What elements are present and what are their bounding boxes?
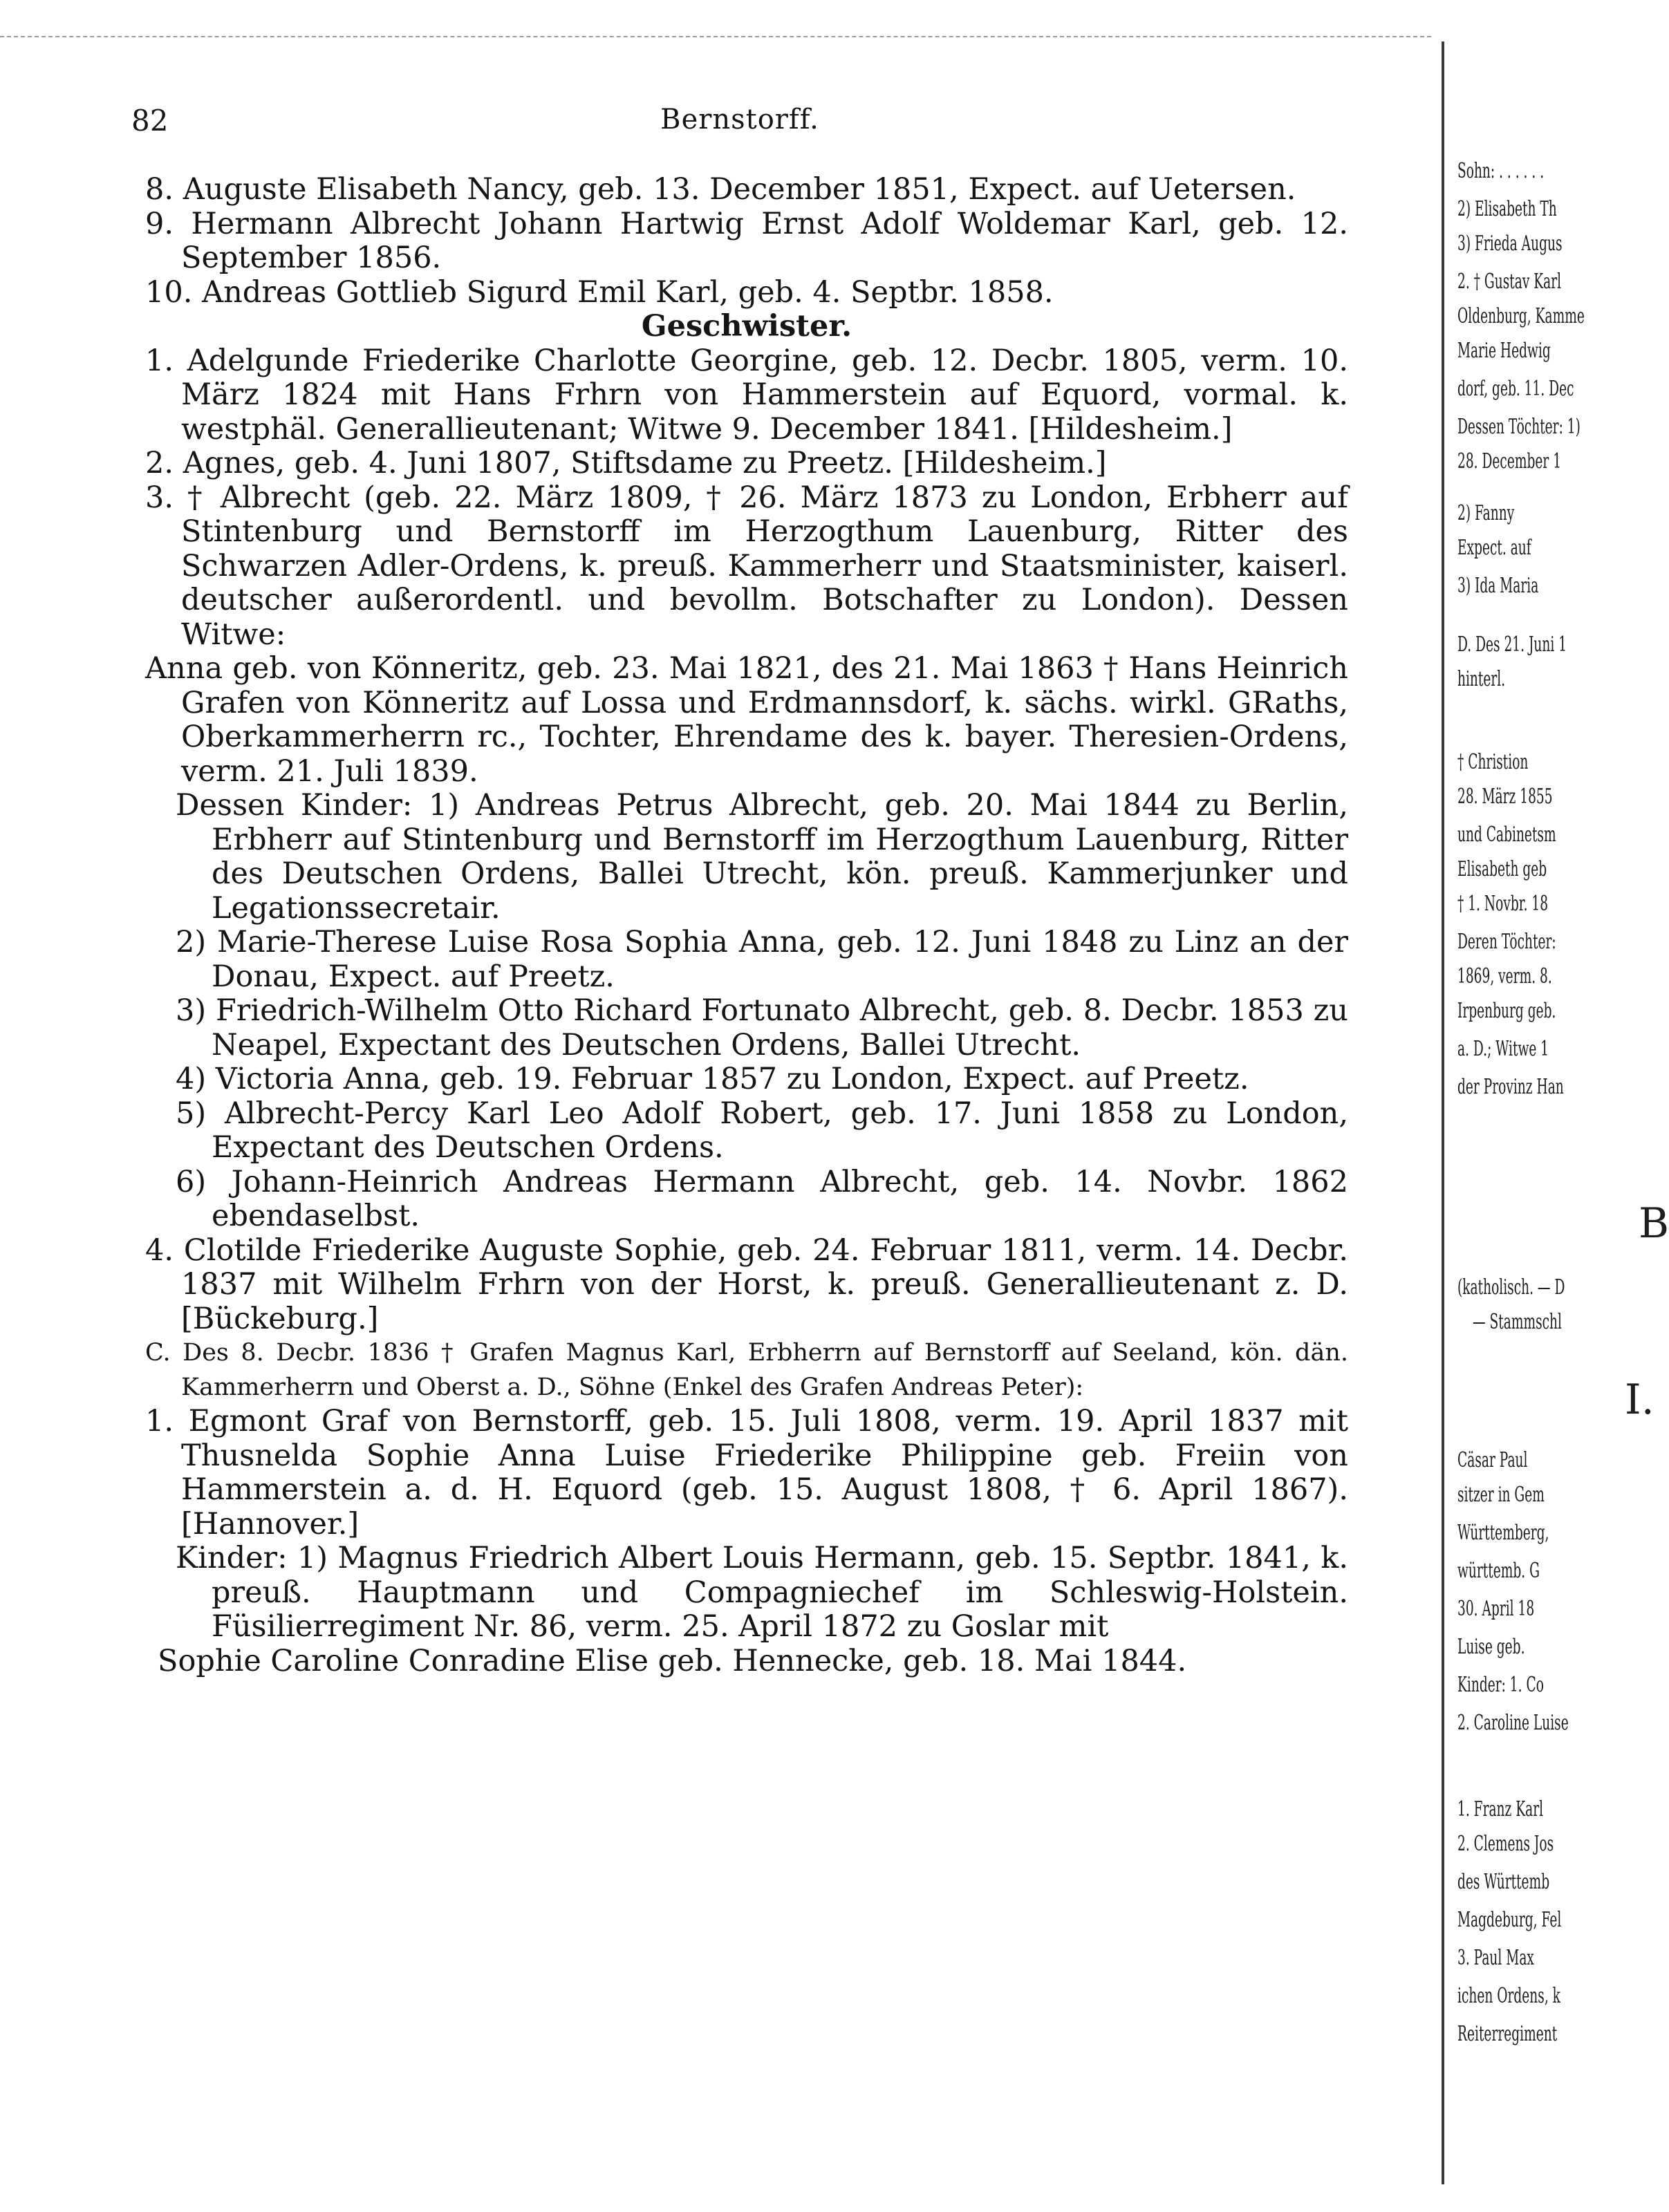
- gutter-rule: [1442, 41, 1444, 2184]
- neighbor-line: 2) Fanny: [1457, 501, 1515, 525]
- neighbor-line: (katholisch. — D: [1457, 1275, 1565, 1300]
- entry-10: 10. Andreas Gottlieb Sigurd Emil Karl, geb. 4. Septbr. 1858.: [145, 274, 1054, 310]
- neighbor-line: Elisabeth geb: [1457, 857, 1547, 881]
- neighbor-line: 3) Ida Maria: [1457, 574, 1539, 598]
- kinder-5: 5) Albrecht-Percy Karl Leo Adolf Robert, geb. 17. Juni 1858 zu London, Expectant des Deutschen Ordens.: [176, 1096, 1348, 1165]
- neighbor-line: hinterl.: [1457, 667, 1506, 691]
- geschwister-2: 2. Agnes, geb. 4. Juni 1807, Stiftsdame zu Preetz. [Hildesheim.]: [145, 446, 1107, 480]
- kinder-1: Dessen Kinder: 1) Andreas Petrus Albrecht, geb. 20. Mai 1844 zu Berlin, Erbherr auf Stintenburg und Bernstorff im Herzogthum Lauenburg, Ritter des Deutschen Ordens, Ballei Utrecht, kön. preuß. Kammerjunker und Legationssecretair.: [176, 788, 1348, 926]
- geschwister-4: 4. Clotilde Friederike Auguste Sophie, geb. 24. Februar 1811, verm. 14. Decbr. 1837 mit Wilhelm Frhrn von der Horst, k. preuß. Generallieutenant z. D. [Bückeburg.]: [145, 1232, 1348, 1336]
- neighbor-line: Dessen Töchter: 1): [1457, 415, 1581, 439]
- neighbor-line: ichen Ordens, k: [1457, 1984, 1560, 2008]
- geschwister-heading: Geschwister.: [641, 309, 852, 344]
- neighbor-line: † 1. Novbr. 18: [1457, 892, 1549, 916]
- neighbor-line: 2. Clemens Jos: [1457, 1832, 1554, 1856]
- neighbor-line: Magdeburg, Fel: [1457, 1908, 1562, 1932]
- entry-9: 9. Hermann Albrecht Johann Hartwig Ernst Adolf Woldemar Karl, geb. 12. September 1856.: [145, 206, 1348, 275]
- neighbor-line: und Cabinetsm: [1457, 823, 1556, 847]
- geschwister-1: 1. Adelgunde Friederike Charlotte Georgine, geb. 12. Decbr. 1805, verm. 10. März 1824 mit Hans Frhrn von Hammerstein auf Equord, vormal. k. westphäl. Generallieutenant; Witwe 9. December 1841. [Hildesheim.]: [145, 343, 1348, 447]
- neighbor-line: dorf, geb. 11. Dec: [1457, 377, 1574, 401]
- neighbor-line: 2) Elisabeth Th: [1457, 197, 1557, 221]
- neighbor-line: B: [1639, 1199, 1669, 1248]
- genealogy-text: [145, 173, 1348, 1678]
- neighbor-line: Irpenburg geb.: [1457, 999, 1556, 1023]
- neighbor-line: — Stammschl: [1473, 1310, 1562, 1334]
- kinder-2: 2) Marie-Therese Luise Rosa Sophia Anna, geb. 12. Juni 1848 zu Linz an der Donau, Expect. auf Preetz.: [176, 925, 1348, 994]
- neighbor-line: Expect. auf: [1457, 536, 1531, 560]
- neighbor-line: Luise geb.: [1457, 1635, 1525, 1659]
- egmont-kinder: Kinder: 1) Magnus Friedrich Albert Louis Hermann, geb. 15. Septbr. 1841, k. preuß. Hauptmann und Compagniechef im Schleswig-Holstein. Füsilierregiment Nr. 86, verm. 25. April 1872 zu Goslar mit: [176, 1541, 1348, 1644]
- neighbor-line: des Württemb: [1457, 1870, 1550, 1894]
- neighbor-line: 3) Frieda Augus: [1457, 232, 1563, 256]
- neighbor-line: Cäsar Paul: [1457, 1448, 1528, 1472]
- neighbor-line: a. D.; Witwe 1: [1457, 1037, 1549, 1061]
- kinder-3: 3) Friedrich-Wilhelm Otto Richard Fortunato Albrecht, geb. 8. Decbr. 1853 zu Neapel, Expectant des Deutschen Ordens, Ballei Utrecht.: [176, 993, 1348, 1062]
- page-number: 82: [131, 104, 169, 138]
- neighbor-line: Marie Hedwig: [1457, 339, 1551, 363]
- neighbor-line: 1869, verm. 8.: [1457, 964, 1552, 988]
- egmont-entry: 1. Egmont Graf von Bernstorff, geb. 15. Juli 1808, verm. 19. April 1837 mit Thusnelda Sophie Anna Luise Friederike Philippine geb. Freiin von Hammerstein a. d. H. Equord (geb. 15. August 1808, † 6. April 1867). [Hannover.]: [145, 1404, 1348, 1541]
- witwe-entry: Anna geb. von Könneritz, geb. 23. Mai 1821, des 21. Mai 1863 † Hans Heinrich Grafen von Könneritz auf Lossa und Erdmannsdorf, k. sächs. wirkl. GRaths, Oberkammerherrn rc., Tochter, Ehrendame des k. bayer. Theresien-Ordens, verm. 21. Juli 1839.: [145, 651, 1348, 789]
- neighbor-line: 2. † Gustav Karl: [1457, 270, 1562, 294]
- neighbor-line: Sohn: . . . . . .: [1457, 159, 1545, 183]
- neighbor-line: Oldenburg, Kamme: [1457, 304, 1585, 328]
- neighbor-line: 28. December 1: [1457, 449, 1562, 474]
- neighbor-line: 2. Caroline Luise: [1457, 1711, 1569, 1735]
- neighbor-line: I.: [1625, 1376, 1654, 1424]
- neighbor-line: 1. Franz Karl: [1457, 1797, 1544, 1821]
- sophie-entry: Sophie Caroline Conradine Elise geb. Hennecke, geb. 18. Mai 1844.: [158, 1643, 1187, 1678]
- neighbor-page-fragment: [1452, 0, 1669, 2212]
- neighbor-line: Deren Töchter:: [1457, 930, 1556, 954]
- geschwister-3: 3. † Albrecht (geb. 22. März 1809, † 26. März 1873 zu London, Erbherr auf Stintenburg und Bernstorff im Herzogthum Lauenburg, Ritter des Schwarzen Adler-Ordens, k. preuß. Kammerherr und Staatsminister, kaiserl. deutscher außerordentl. und bevollm. Botschafter zu London). Dessen Witwe:: [145, 480, 1348, 652]
- running-title: Bernstorff.: [660, 104, 819, 135]
- kinder-4: 4) Victoria Anna, geb. 19. Februar 1857 zu London, Expect. auf Preetz.: [176, 1062, 1249, 1096]
- section-c: C. Des 8. Decbr. 1836 † Grafen Magnus Karl, Erbherrn auf Bernstorff auf Seeland, kön. dän. Kammerherrn und Oberst a. D., Söhne (Enkel des Grafen Andreas Peter):: [145, 1339, 1348, 1401]
- neighbor-line: Reiterregiment: [1457, 2022, 1558, 2046]
- neighbor-line: württemb. G: [1457, 1559, 1540, 1583]
- kinder-6: 6) Johann-Heinrich Andreas Hermann Albrecht, geb. 14. Novbr. 1862 ebendaselbst.: [176, 1164, 1348, 1233]
- neighbor-line: † Christion: [1457, 750, 1529, 774]
- top-dashed-rule: [0, 36, 1431, 37]
- entry-8: 8. Auguste Elisabeth Nancy, geb. 13. December 1851, Expect. auf Uetersen.: [145, 172, 1296, 207]
- page-header: [131, 104, 1348, 159]
- neighbor-line: 30. April 18: [1457, 1597, 1535, 1621]
- neighbor-line: 3. Paul Max: [1457, 1946, 1534, 1970]
- neighbor-line: sitzer in Gem: [1457, 1483, 1545, 1507]
- neighbor-line: Kinder: 1. Co: [1457, 1673, 1544, 1697]
- neighbor-line: Württemberg,: [1457, 1521, 1549, 1545]
- neighbor-line: 28. März 1855: [1457, 785, 1553, 809]
- neighbor-line: der Provinz Han: [1457, 1075, 1564, 1099]
- neighbor-line: D. Des 21. Juni 1: [1457, 632, 1567, 657]
